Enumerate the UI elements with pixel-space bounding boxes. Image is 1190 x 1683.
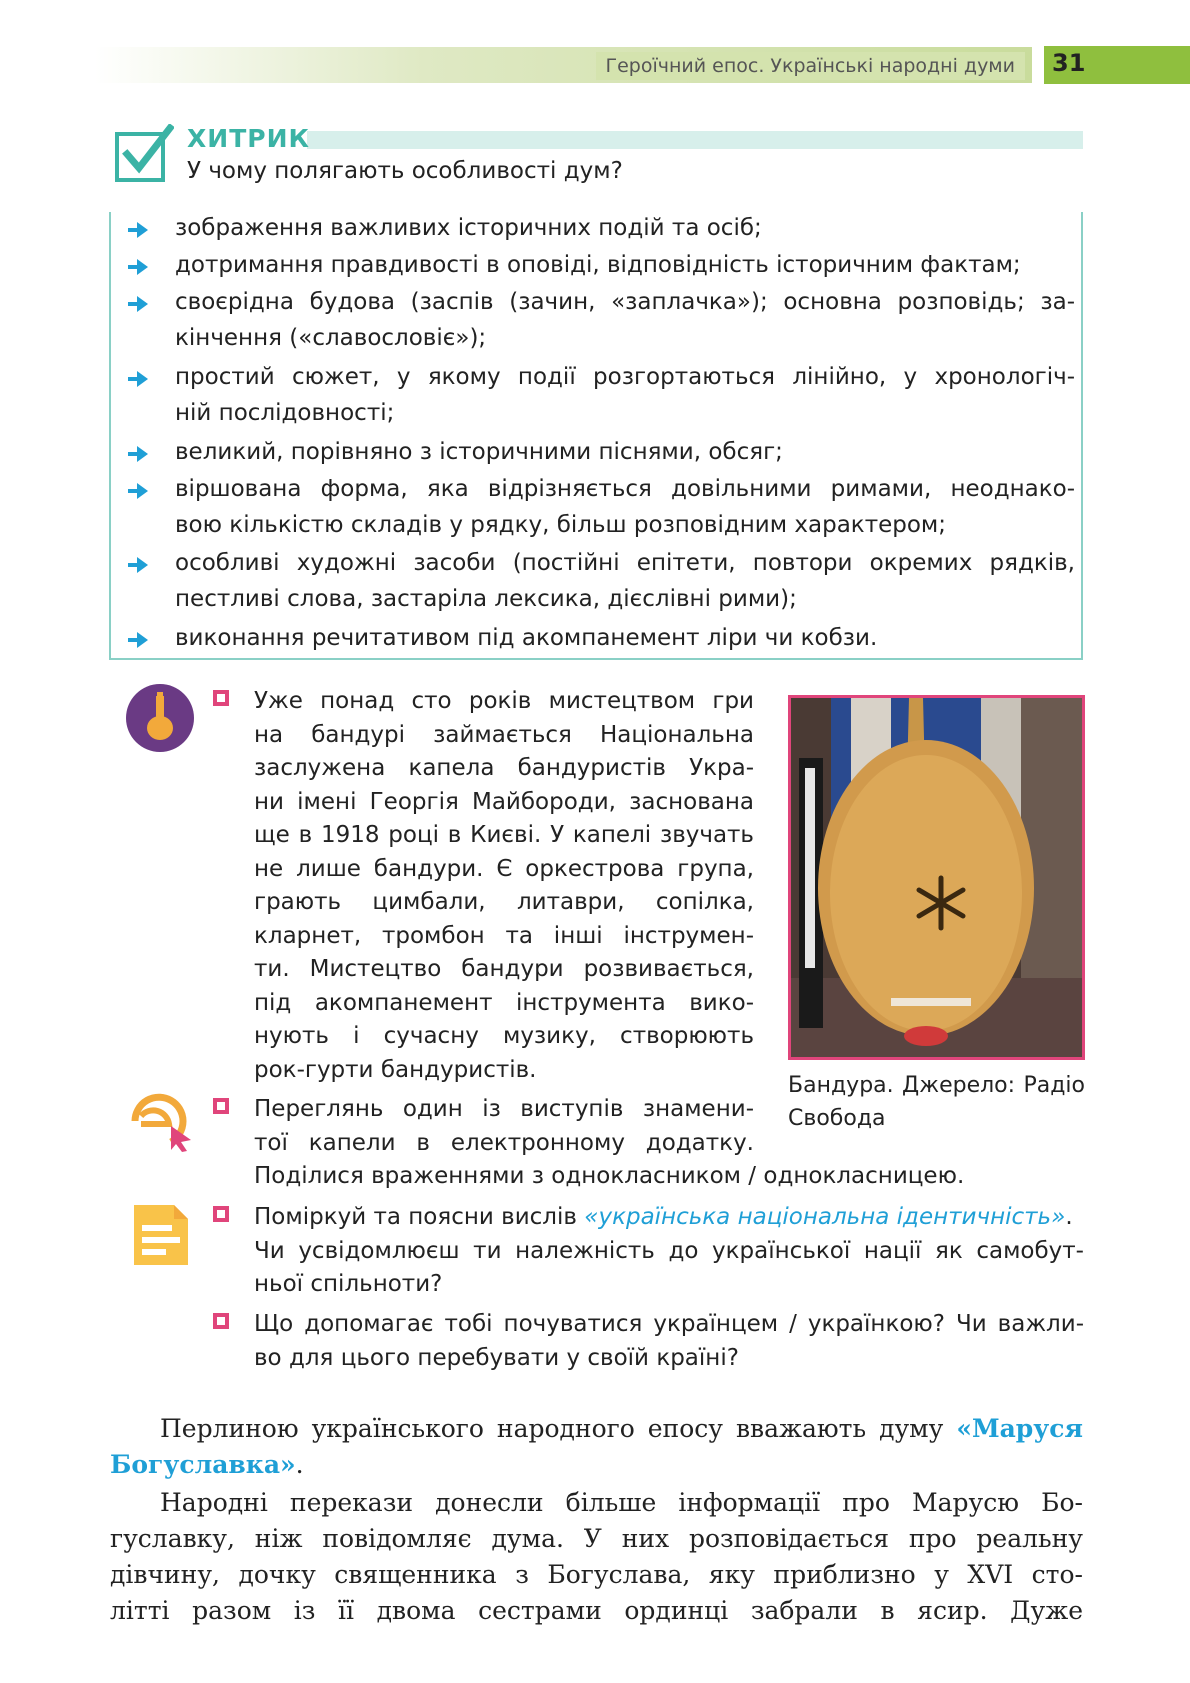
- square-bullet-icon: [213, 1206, 229, 1222]
- feature-item: великий, порівняно з історичними піснями, обсяг;: [175, 439, 783, 465]
- arrow-bullet-icon: [128, 258, 148, 276]
- feature-item: виконання речитативом під акомпанемент ліри чи кобзи.: [175, 625, 878, 651]
- feature-item: кінчення («славословіє»);: [175, 325, 487, 351]
- feature-item: вою кількістю складів у рядку, більш розповідним характером;: [175, 512, 947, 538]
- feature-item: особливі художні засоби (постійні епітети, повтори окремих рядків,: [175, 550, 1075, 576]
- feature-item: простий сюжет, у якому події розгортаються лінійно, у хронологіч-: [175, 364, 1075, 390]
- identity-term: «українська національна ідентичність»: [584, 1204, 1066, 1230]
- page-number: 31: [1052, 49, 1086, 77]
- feature-item: ній послідовності;: [175, 400, 395, 426]
- capella-paragraph: Уже понад сто років мистецтвом гри на бандурі займається Національна заслужена капела бандуристів Укра- ни імені Георгія Майбороди, заснована ще в 1918 році в Києві. У капелі звучать не лише бандури. Є оркестрова група, грають цимбали, литаври, сопілка, кларнет, тромбон та інші інструмен- ти. Мистецтво бандури розвивається, під акомпанемент інструмента вико- нують і сучасну музику, створюють рок-гурти бандуристів.: [254, 688, 754, 1083]
- belonging-paragraph: Що допомагає тобі почуватися українцем / українкою? Чи важли- во для цього перебувати у своїй країні?: [254, 1311, 1084, 1371]
- duma-title: «Маруся Богуславка»: [110, 1414, 1083, 1479]
- e-app-icon: [125, 1090, 197, 1152]
- eapp-paragraph: Переглянь один із виступів знамени- тої капели в електронному додатку.: [254, 1096, 754, 1156]
- bandura-photo: [788, 695, 1085, 1060]
- intro-paragraph: Перлиною українського народного епосу вважають думу «Маруся Богуславка».: [110, 1414, 1083, 1479]
- document-icon: [130, 1201, 192, 1269]
- arrow-bullet-icon: [128, 221, 148, 239]
- arrow-bullet-icon: [128, 370, 148, 388]
- identity-paragraph: Поміркуй та поясни вислів «українська національна ідентичність». Чи усвідомлюєш ти належність до української нації як самобут- ньої спільноти?: [254, 1204, 1084, 1297]
- eapp-paragraph-end: Поділися враженнями з однокласником / однокласницею.: [254, 1163, 965, 1189]
- hint-title: ХИТРИК: [187, 124, 310, 153]
- feature-item: своєрідна будова (заспів (зачин, «заплачка»); основна розповідь; за-: [175, 289, 1075, 315]
- body-paragraph: Народні перекази донесли більше інформації про Марусю Бо- гуславку, ніж повідомляє дума. У них розповідається про реальну дівчину, дочку священника з Богуслава, яку приблизно у XVI сто- літті разом із її двома сестрами ординці забрали в ясир. Дуже: [110, 1488, 1083, 1625]
- arrow-bullet-icon: [128, 445, 148, 463]
- running-title: Героїчний епос. Українські народні думи: [596, 52, 1025, 80]
- bandura-icon: [126, 684, 194, 752]
- feature-item: дотримання правдивості в оповіді, відповідність історичним фактам;: [175, 252, 1021, 278]
- square-bullet-icon: [213, 690, 229, 706]
- check-box-icon: [114, 124, 174, 186]
- square-bullet-icon: [213, 1313, 229, 1329]
- arrow-bullet-icon: [128, 295, 148, 313]
- arrow-bullet-icon: [128, 556, 148, 574]
- feature-item: віршована форма, яка відрізняється довільними римами, неоднако-: [175, 476, 1075, 502]
- arrow-bullet-icon: [128, 482, 148, 500]
- hint-title-bar: [307, 131, 1083, 149]
- arrow-bullet-icon: [128, 631, 148, 649]
- hint-question: У чому полягають особливості дум?: [187, 158, 623, 184]
- feature-item: зображення важливих історичних подій та осіб;: [175, 215, 762, 241]
- photo-caption: Бандура. Джерело: Радіо Свобода: [788, 1073, 1085, 1131]
- feature-item: пестливі слова, застаріла лексика, дієслівні рими);: [175, 586, 797, 612]
- square-bullet-icon: [213, 1098, 229, 1114]
